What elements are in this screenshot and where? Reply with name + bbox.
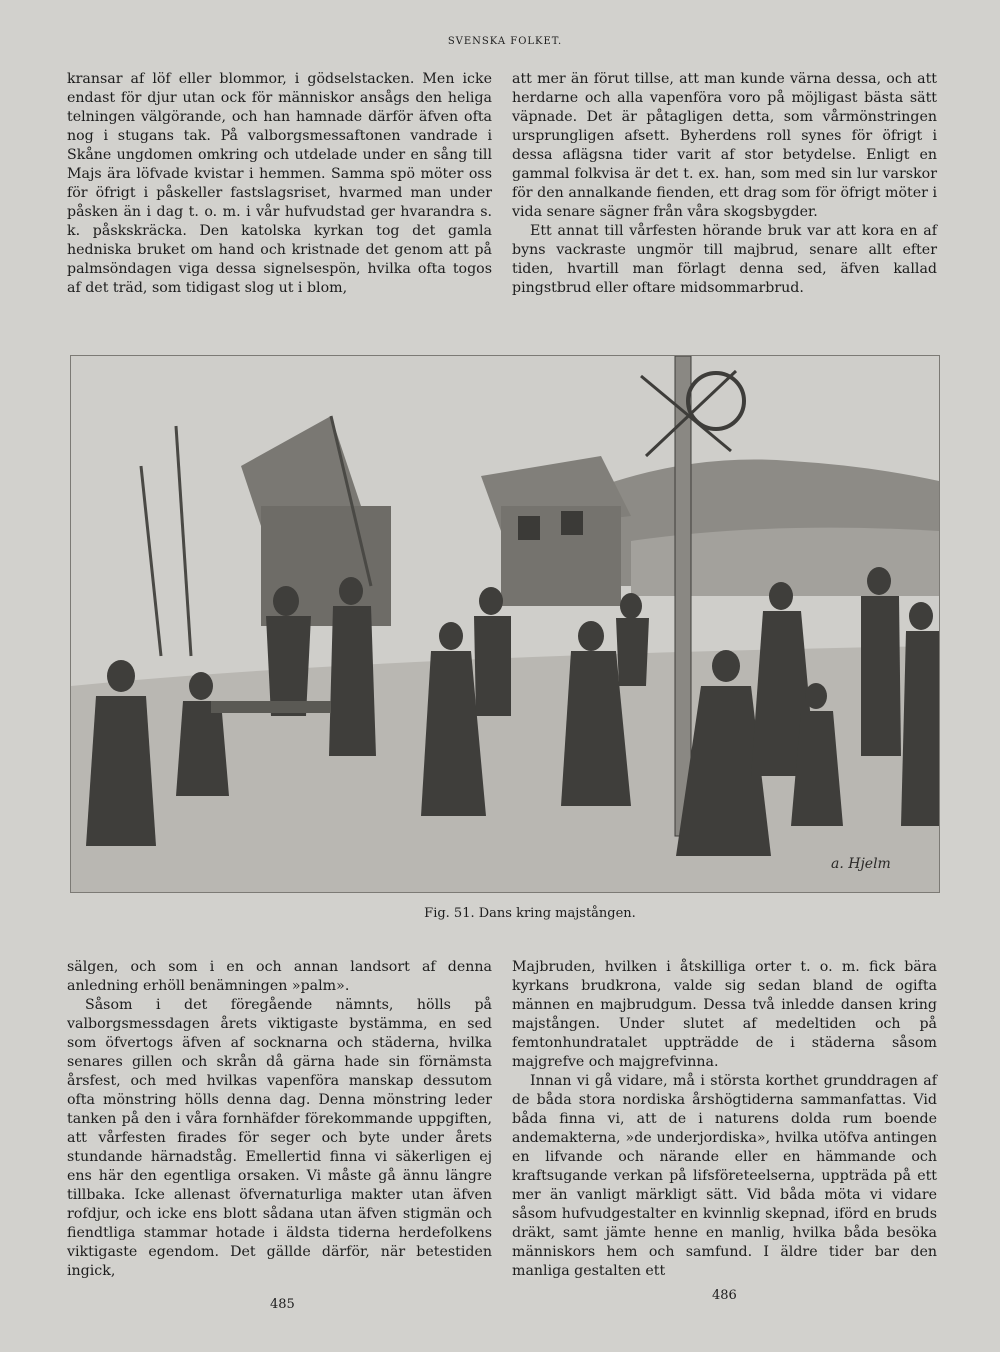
engraving-drawing	[71, 356, 939, 892]
figure-caption: Fig. 51. Dans kring majstången.	[424, 906, 636, 921]
paragraph: Ett annat till vårfesten hörande bruk var att kora en af byns vackraste ungmör till majbrud, senare allt efter tiden, hvartill man förlagt denna sed, äfven kallad pingstbrud eller oftare midsommarbrud.	[512, 223, 937, 296]
column-top-left	[67, 70, 492, 298]
paragraph: Innan vi gå vidare, må i största korthet grunddragen af de båda stora nordiska årshögtiderna sammanfattas. Vid båda finna vi, att de i naturens dolda rum boende andemakterna, »de underjordiska», hvilka utöfva antingen en lifvande och närande eller en hämmande och kraftsugande verkan på lifsföreteelserna, uppträda på ett mer än vanligt märkligt sätt. Vid båda möta vi vidare såsom hufvudgestalter en kvinnlig skepnad, iförd en bruds dräkt, samt jämte henne en manlig, hvilka båda besöka människors hem och samfund. I äldre tider bar den manliga gestalten ett	[512, 1073, 937, 1279]
maypole-dance-illustration	[70, 355, 940, 893]
paragraph: kransar af löf eller blommor, i gödselstacken. Men icke endast för djur utan ock för människor ansågs den heliga telningen välgörande, och han hamnade därför äfven ofta nog i stugans tak. På valborgsmessaftonen vandrade i Skåne ungdomen omkring och utdelade under en sång till Majs ära löfvade kvistar i hemmen. Samma spö möter oss för öfrigt i påskeller fastslagsriset, hvarmed man under påsken än i dag t. o. m. i vår hufvudstad ger hvarandra s. k. påskskräcka. Den katolska kyrkan tog det gamla hedniska bruket om hand och kristnade det genom att på palmsöndagen viga dessa signelsespön, hvilka ofta togos af det träd, som tidigast slog ut i blom,	[67, 71, 492, 296]
artist-signature: a. Hjelm	[831, 856, 891, 872]
running-header: SVENSKA FOLKET.	[447, 36, 563, 47]
page-number-right: 486	[712, 1288, 737, 1303]
column-bottom-right	[512, 958, 937, 1281]
paragraph: att mer än förut tillse, att man kunde värna dessa, och att herdarne och alla vapenföra voro på möjligast bästa sätt väpnade. Det är påtagligen detta, som vårmönstringen ursprungligen afsett. Byherdens roll synes för öfrigt i dessa aflägsna tider varit af stor betydelse. Enligt en gammal folkvisa är det t. ex. han, som med sin lur varskor för den annalkande fienden, ett drag som för öfrigt möter i vida senare sägner från våra skogsbygder.	[512, 71, 937, 220]
paragraph: sälgen, och som i en och annan landsort af denna anledning erhöll benämningen »palm».	[67, 959, 492, 994]
paragraph: Majbruden, hvilken i åtskilliga orter t. o. m. fick bära kyrkans brudkrona, valde sig sedan bland de ogifta männen en majbrudgum. Dessa två inledde dansen kring majstången. Under slutet af medeltiden och på femtonhundratalet uppträdde de i städerna såsom majgrefve och majgrefvinna.	[512, 959, 937, 1070]
column-bottom-left	[67, 958, 492, 1281]
paragraph: Såsom i det föregående nämnts, hölls på valborgsmessdagen årets viktigaste bystämma, en sed som öfvertogs äfven af socknarna och städerna, hvilka senares gillen och skrån då gärna hade sin förnämsta årsfest, och med hvilkas vapenföra manskap dessutom ofta mönstring hölls denna dag. Denna mönstring leder tanken på den i våra fornhäfder förekommande uppgiften, att vårfesten firades för seger och byte under årets stundande härnadståg. Emellertid finna vi säkerligen ej ens här den egentliga orsaken. Vi måste gå ännu längre tillbaka. Icke allenast öfvernaturliga makter utan äfven rofdjur, och icke ens blott sådana utan äfven stigmän och fiendtliga stammar hotade i äldsta tiderna herdefolkens viktigaste egendom. Det gällde därför, när betestiden ingick,	[67, 997, 492, 1279]
column-top-right	[512, 70, 937, 298]
page-number-left: 485	[270, 1297, 295, 1312]
